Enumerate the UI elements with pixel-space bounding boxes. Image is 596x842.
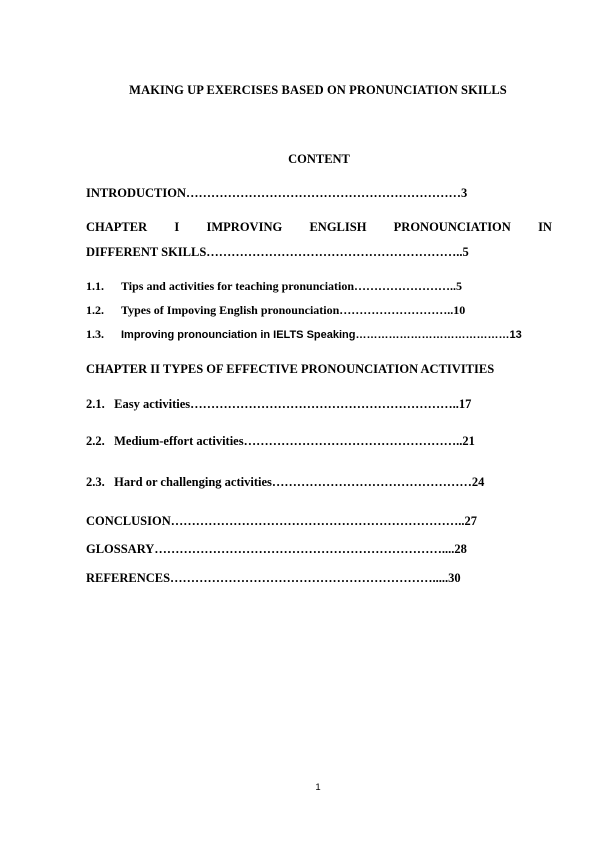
toc-section-2-1 (86, 397, 471, 412)
toc-section-1-3 (86, 327, 522, 342)
contents-heading: CONTENT (288, 152, 350, 166)
toc-chapter-1-line-1 (86, 220, 552, 235)
toc-chapter-1-word: ENGLISH (309, 220, 367, 234)
section-title: Tips and activities for teaching pronunciation……………………..5 (121, 279, 463, 293)
toc-section-1-2 (86, 303, 465, 318)
toc-glossary: GLOSSARY……………………………………………………………....28 (86, 542, 467, 556)
toc-chapter-1-word: IN (538, 220, 552, 234)
section-number: 2.2. (86, 434, 105, 448)
section-title: Improving pronounciation in IELTS Speaking……………………………………13 (121, 329, 522, 341)
section-title: Medium-effort activities……………………………………………..21 (114, 434, 475, 448)
toc-section-2-2 (86, 434, 475, 449)
toc-section-2-3 (86, 475, 484, 490)
section-number: 2.1. (86, 397, 105, 411)
section-number: 1.2. (86, 303, 104, 317)
toc-section-1-1 (86, 279, 462, 294)
toc-chapter-1-word: IMPROVING (206, 220, 283, 234)
section-number: 1.1. (86, 279, 104, 293)
section-number: 2.3. (86, 475, 105, 489)
document-title: MAKING UP EXERCISES BASED ON PRONUNCIATION SKILLS (129, 83, 507, 97)
toc-conclusion: CONCLUSION……………………………………………………………..27 (86, 514, 477, 528)
toc-introduction: INTRODUCTION…………………………………………………………3 (86, 186, 468, 200)
section-title: Types of Impoving English pronounciation………………………..10 (121, 303, 466, 317)
section-title: Easy activities………………………………………………………..17 (114, 397, 472, 411)
toc-chapter-2: CHAPTER II TYPES OF EFFECTIVE PRONOUNCIATION ACTIVITIES (86, 362, 495, 376)
toc-references: REFERENCES……………………………………………………….....30 (86, 571, 461, 585)
section-number: 1.3. (86, 327, 104, 341)
page-number: 1 (315, 782, 321, 793)
toc-chapter-1-line-2: DIFFERENT SKILLS……………………………………………………..5 (86, 245, 469, 259)
toc-chapter-1-word: CHAPTER (86, 220, 148, 234)
toc-chapter-1-word: I (174, 220, 180, 234)
section-title: Hard or challenging activities…………………………………………24 (114, 475, 485, 489)
toc-chapter-1-word: PRONOUNCIATION (393, 220, 511, 234)
